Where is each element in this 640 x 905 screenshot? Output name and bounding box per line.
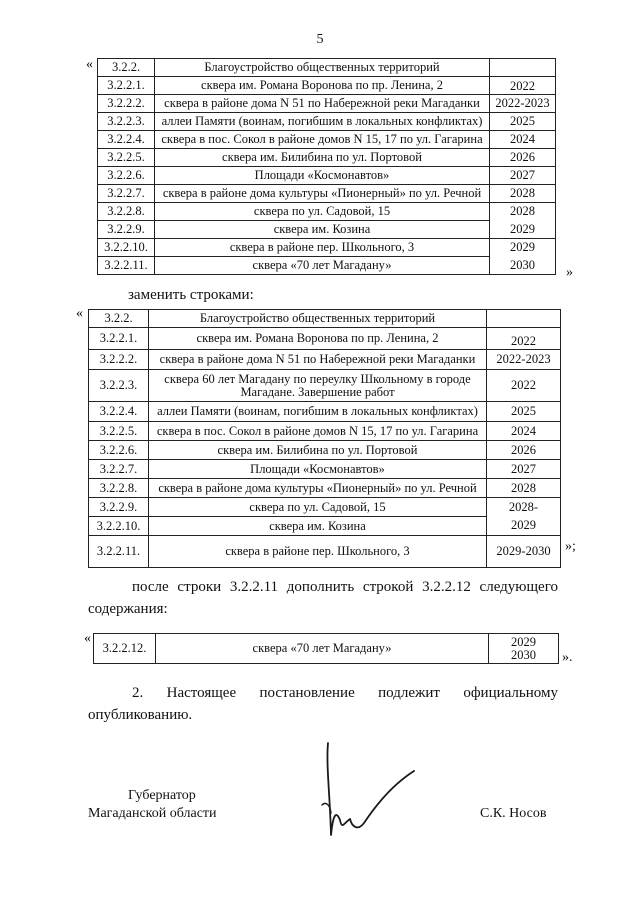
row-num: 3.2.2.3.	[89, 370, 149, 402]
table-row	[98, 203, 556, 221]
row-num: 3.2.2.10.	[89, 517, 149, 536]
table-row	[94, 634, 559, 664]
row-name: сквера в районе дома культуры «Пионерный» по ул. Речной	[149, 479, 487, 498]
row-num: 3.2.2.6.	[98, 167, 155, 185]
row-name: Благоустройство общественных территорий	[155, 59, 490, 77]
row-name: сквера в районе дома N 51 по Набережной реки Магаданки	[149, 350, 487, 370]
row-num: 3.2.2.2.	[98, 95, 155, 113]
row-name: сквера по ул. Садовой, 15	[155, 203, 490, 221]
row-year: 2029	[490, 221, 556, 239]
row-name: сквера в районе пер. Школьного, 3	[155, 239, 490, 257]
table-row	[89, 498, 561, 517]
row-name: сквера в пос. Сокол в районе домов N 15, 17 по ул. Гагарина	[155, 131, 490, 149]
row-name: сквера «70 лет Магадану»	[155, 257, 490, 275]
row-year: 2030	[490, 257, 556, 275]
row-year: 2025	[487, 402, 561, 422]
row-name: сквера им. Козина	[149, 517, 487, 536]
table-row	[98, 77, 556, 95]
row-num: 3.2.2.	[98, 59, 155, 77]
quote-close-3: ».	[562, 650, 573, 665]
table-row	[89, 370, 561, 402]
row-num: 3.2.2.5.	[98, 149, 155, 167]
row-name: аллеи Памяти (воинам, погибшим в локальных конфликтах)	[155, 113, 490, 131]
handwritten-signature	[300, 735, 430, 845]
signer-name: С.К. Носов	[480, 806, 547, 821]
row-year	[490, 59, 556, 77]
row-name: Благоустройство общественных территорий	[149, 310, 487, 328]
row-num: 3.2.2.8.	[89, 479, 149, 498]
row-year: 2025	[490, 113, 556, 131]
row-num: 3.2.2.9.	[89, 498, 149, 517]
row-name: аллеи Памяти (воинам, погибшим в локальных конфликтах)	[149, 402, 487, 422]
table-row	[98, 113, 556, 131]
quote-open-3: «	[84, 631, 91, 646]
row-num: 3.2.2.4.	[98, 131, 155, 149]
table-row	[89, 422, 561, 441]
row-year: 2029	[487, 517, 561, 536]
row-num: 3.2.2.12.	[94, 634, 156, 664]
table-row	[89, 402, 561, 422]
row-num: 3.2.2.	[89, 310, 149, 328]
row-name: сквера по ул. Садовой, 15	[149, 498, 487, 517]
row-name: сквера 60 лет Магадану по переулку Школьному в городе Магадане. Завершение работ	[149, 370, 487, 402]
quote-close-1: »	[566, 265, 573, 280]
quote-open-1: «	[86, 57, 93, 72]
row-num: 3.2.2.11.	[98, 257, 155, 275]
row-num: 3.2.2.7.	[89, 460, 149, 479]
row-year: 2022-2023	[490, 95, 556, 113]
row-year: 2022	[487, 370, 561, 402]
table-row	[89, 328, 561, 350]
row-year: 2027	[487, 460, 561, 479]
row-year: 2022	[490, 77, 556, 95]
row-year: 2028-	[487, 498, 561, 517]
row-num: 3.2.2.1.	[98, 77, 155, 95]
table-row	[89, 479, 561, 498]
table-addition	[93, 633, 559, 664]
after-row-text: после строки 3.2.2.11 дополнить строкой 3.2.2.12 следующего содержания:	[88, 579, 558, 617]
row-year: 2026	[490, 149, 556, 167]
table-row	[98, 257, 556, 275]
table-row	[89, 517, 561, 536]
quote-close-2: »;	[565, 539, 576, 554]
row-year: 2022	[487, 328, 561, 350]
table-row	[89, 536, 561, 568]
row-num: 3.2.2.2.	[89, 350, 149, 370]
signer-title-line1: Губернатор	[128, 788, 196, 803]
replace-text: заменить строками:	[128, 287, 254, 303]
table-row	[98, 167, 556, 185]
row-num: 3.2.2.10.	[98, 239, 155, 257]
row-year: 2029	[490, 239, 556, 257]
row-name: сквера им. Билибина по ул. Портовой	[155, 149, 490, 167]
row-name: скверa им. Романа Воронова по пр. Ленина, 2	[155, 77, 490, 95]
row-name: сквера им. Романа Воронова по пр. Ленина, 2	[149, 328, 487, 350]
row-num: 3.2.2.11.	[89, 536, 149, 568]
row-num: 3.2.2.1.	[89, 328, 149, 350]
row-name: сквера «70 лет Магадану»	[156, 634, 489, 664]
row-name: сквера в районе пер. Школьного, 3	[149, 536, 487, 568]
table-row	[98, 221, 556, 239]
row-year: 2024	[490, 131, 556, 149]
table-row	[98, 95, 556, 113]
row-year: 2027	[490, 167, 556, 185]
row-num: 3.2.2.8.	[98, 203, 155, 221]
row-num: 3.2.2.3.	[98, 113, 155, 131]
table-row	[98, 59, 556, 77]
row-name: Площади «Космонавтов»	[155, 167, 490, 185]
row-num: 3.2.2.5.	[89, 422, 149, 441]
row-year: 2028	[487, 479, 561, 498]
page-number: 5	[316, 32, 324, 47]
row-year: 2029 2030	[489, 634, 559, 664]
row-name: сквера им. Козина	[155, 221, 490, 239]
row-num: 3.2.2.6.	[89, 441, 149, 460]
signer-title-line2: Магаданской области	[88, 806, 217, 821]
table-original	[97, 58, 556, 275]
table-replacement	[88, 309, 561, 568]
row-name: сквера в районе дома N 51 по Набережной реки Магаданки	[155, 95, 490, 113]
row-year: 2022-2023	[487, 350, 561, 370]
row-year: 2028	[490, 203, 556, 221]
row-name: сквера им. Билибина по ул. Портовой	[149, 441, 487, 460]
row-num: 3.2.2.9.	[98, 221, 155, 239]
row-name: сквера в районе дома культуры «Пионерный» по ул. Речной	[155, 185, 490, 203]
row-name: Площади «Космонавтов»	[149, 460, 487, 479]
row-year: 2026	[487, 441, 561, 460]
table-row	[89, 310, 561, 328]
row-name: сквера в пос. Сокол в районе домов N 15, 17 по ул. Гагарина	[149, 422, 487, 441]
row-num: 3.2.2.4.	[89, 402, 149, 422]
row-year: 2028	[490, 185, 556, 203]
item-2-text: 2. Настоящее постановление подлежит официальному опубликованию.	[88, 685, 558, 723]
row-year: 2029-2030	[487, 536, 561, 568]
table-row	[89, 441, 561, 460]
quote-open-2: «	[76, 306, 83, 321]
table-row	[98, 185, 556, 203]
table-row	[98, 239, 556, 257]
table-row	[98, 149, 556, 167]
table-row	[98, 131, 556, 149]
table-row	[89, 460, 561, 479]
row-num: 3.2.2.7.	[98, 185, 155, 203]
row-year: 2024	[487, 422, 561, 441]
table-row	[89, 350, 561, 370]
row-year	[487, 310, 561, 328]
